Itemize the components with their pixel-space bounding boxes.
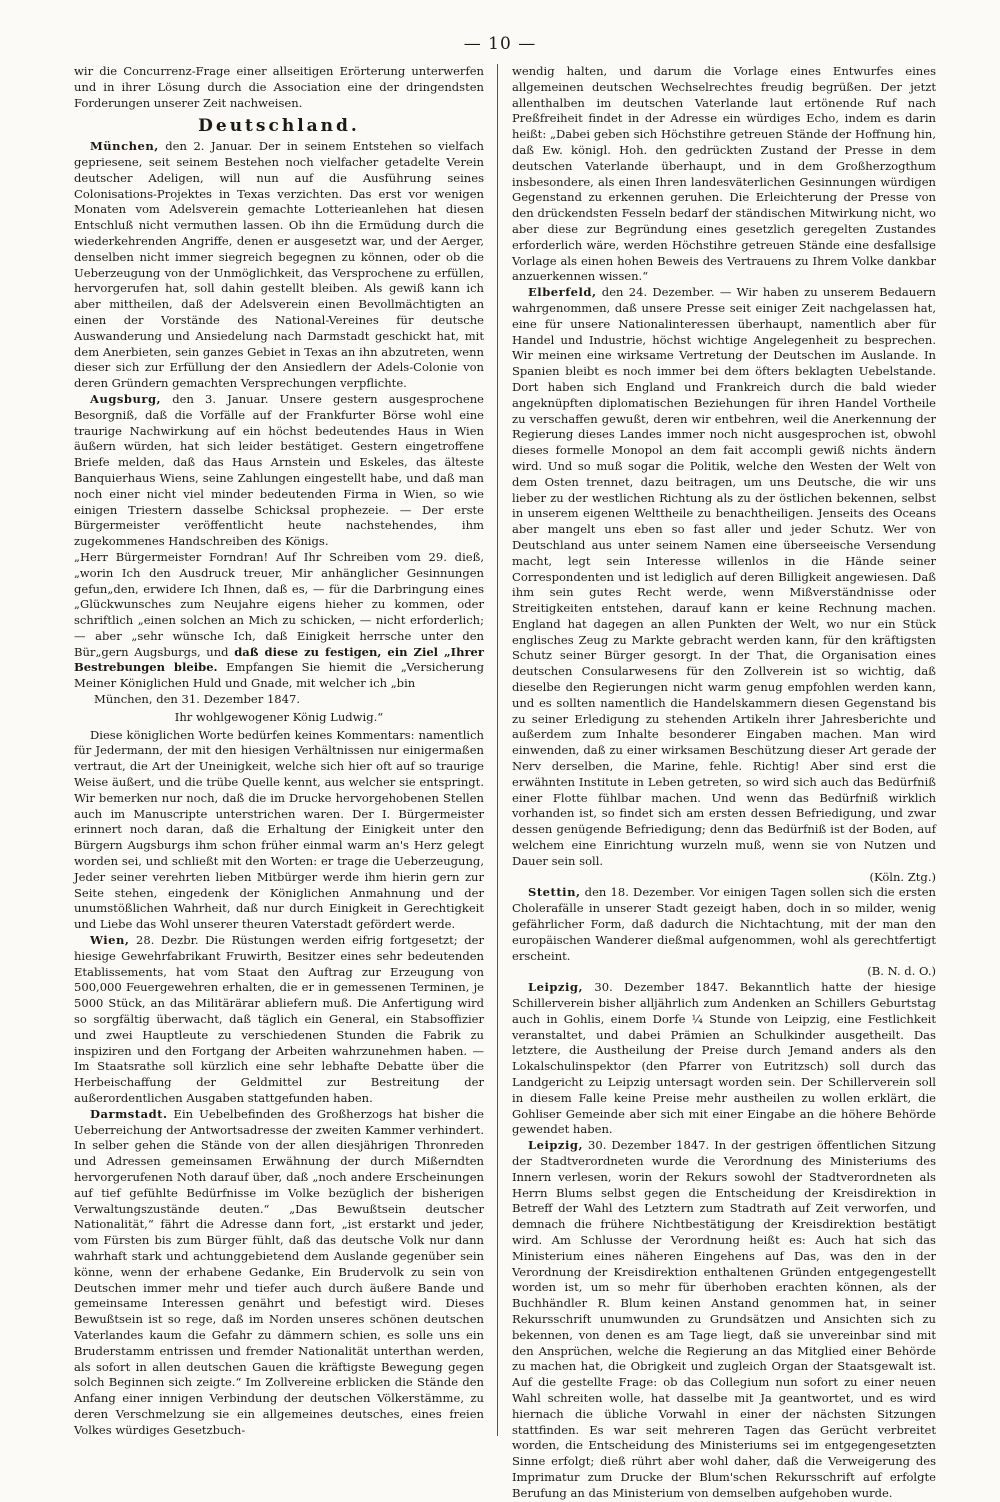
article-stettin — [512, 885, 936, 964]
article-text: 28. Dezbr. Die Rüstungen werden eifrig fortgesetzt; der hiesige Gewehrfabrikant Fruwirth, Besitzer eines sehr bedeutenden Etablissements, hat vom Staat den Auftrag zur Erzeugung von 500,000 Feuergewehren erhalten, die er in gemessenen Terminen, je 5000 Stück, an das Militärärar abliefern muß. Die Anfertigung wird so sorgfältig überwacht, daß täglich ein General, ein Stabsoffizier und zwei Hauptleute zu verschiedenen Stunden die Fabrik zu inspiziren und den Fortgang der Arbeiten wahrzunehmen haben. — Im Staatsrathe soll kürzlich eine sehr lebhafte Debatte über die Herbeischaffung der Geldmittel zur Bestreitung der außerordentlichen Ausgaben stattgefunden haben. — [74, 933, 484, 1105]
letter-date: München, den 31. Dezember 1847. — [94, 692, 301, 707]
continuation-paragraph: wendig halten, und darum die Vorlage eines Entwurfes eines allgemeinen deutschen Wechselrechtes freudig begrüßen. Der jetzt allenthalben im deutschen Vaterlande laut ertönende Ruf nach Preßfreiheit findet in der Adresse ein würdiges Echo, indem es darin heißt: „Dabei geben sich Höchstihre getreuen Stände der Hoffnung hin, daß Ew. königl. Hoh. den gedrückten Zustand der Presse in dem deutschen Vaterlande überhaupt, und in dem Großherzogthum insbesondere, als einen Ihren landesväterlichen Gesinnungen würdigen Gegenstand zu erkennen geruhen. Die Erleichterung der Presse von den drückendsten Fesseln bedarf der ständischen Mitwirkung nicht, wo aber diese zur Begründung eines gesetzlich geregelten Zustandes erforderlich wäre, werden Höchstihre getreuen Stände eine desfallsige Vorlage als einen hohen Beweis des Vertrauens zu Ihrem Volke dankbar anzuerkennen wissen.“ — [512, 64, 936, 284]
dateline-place: Augsburg, — [90, 391, 162, 406]
dateline-place: Wien, — [90, 933, 130, 948]
intro-paragraph: wir die Concurrenz-Frage einer allseitigen Erörterung unterwerfen und in ihrer Lösung durch die Association eine der dringendsten Forderungen unserer Zeit nachweisen. — [74, 64, 484, 110]
dateline-place: Leipzig, — [528, 1138, 583, 1153]
page-number: — 10 — — [463, 34, 537, 54]
article-leipzig-schillerverein — [512, 980, 936, 1138]
letter-text: Empfangen Sie hiemit die „Versicherung Meiner Königlichen Huld und Gnade, mit welcher ich „bin — [74, 660, 484, 691]
royal-letter — [74, 550, 484, 692]
dateline-place: Elberfeld, — [528, 285, 597, 300]
letter-emphasis: daß diese zu festigen, ein Ziel „Ihrer Bestrebungen bleibe. — [74, 644, 484, 675]
article-text: 30. Dezember 1847. Bekanntlich hatte der hiesige Schillerverein bisher alljährlich zum Andenken an Schillers Geburtstag auch in Gohlis, einem Dorfe ¼ Stunde von Leipzig, eine Festlichkeit veranstaltet, und dabei Prämien an Schulkinder ausgetheilt. Das letztere, die Austheilung der Preise durch Jemand anders als den Lokalschulinspektor (den Pfarrer von Eutritzsch) soll durch das Landgericht zu Leipzig untersagt worden sein. Der Schillerverein soll in diesem Falle keine Preise mehr austheilen zu wollen erklärt, die Gohliser Gemeinde aber sich mit einer Eingabe an die höhere Behörde gewendet haben. — [512, 980, 936, 1137]
article-muenchen — [74, 139, 484, 392]
article-leipzig-stadtverordnete — [512, 1138, 936, 1501]
letter-commentary: Diese königlichen Worte bedürfen keines Kommentars: namentlich für Jedermann, der mit den hiesigen Verhältnissen nur einigermaßen vertraut, die Art der Uneinigkeit, welche sich hier oft auf so traurige Weise äußert, und die trübe Quelle kennt, aus welcher sie entspringt. Wir bemerken nur noch, daß die im Drucke hervorgehobenen Stellen auch im Manuscripte unterstrichen waren. Der I. Bürgermeister erinnert noch daran, daß die Erhaltung der Einigkeit unter den Bürgern Augsburgs ihm schon früher einmal warm an's Herz gelegt worden sei, und schließt mit den Worten: er trage die Ueberzeugung, Jeder seiner verehrten lieben Mitbürger werde ihm hierin gern zur Seite stehen, eingedenk der Königlichen Anmahnung und der unumstößlichen Wahrheit, daß nur durch Einigkeit in Gerechtigkeit und Liebe das Wohl unserer theuren Vaterstadt gefördert werde. — [74, 727, 484, 932]
article-darmstadt — [74, 1107, 484, 1439]
section-title: Deutschland. — [198, 116, 360, 137]
dateline-place: München, — [90, 139, 159, 154]
source-citation: (Köln. Ztg.) — [869, 869, 936, 884]
article-wien — [74, 933, 484, 1107]
dateline-place: Darmstadt. — [90, 1106, 168, 1121]
column-divider — [497, 64, 498, 1436]
right-column — [512, 64, 936, 1500]
article-text: den 3. Januar. Unsere gestern ausgesprochene Besorgniß, daß die Vorfälle auf der Frankfurter Börse wohl eine traurige Nachwirkung auf ein höchst bedeutendes Haus in Wien äußern würden, hat sich leider bestätiget. Gestern eingetroffene Briefe melden, daß das Haus Arnstein und Eskeles, das älteste Banquierhaus Wiens, seine Zahlungen eingestellt habe, und daß man noch einer nicht viel minder bedeutenden Firma in Wien, so wie einigen Triestern dasselbe Schicksal prophezeie. — Der erste Bürgermeister veröffentlicht heute nachstehendes, ihm zugekommenes Handschreiben des Königs. — [74, 391, 484, 549]
article-elberfeld — [512, 285, 936, 869]
dateline-place: Stettin, — [528, 885, 581, 900]
article-augsburg — [74, 392, 484, 550]
source-citation: (B. N. d. O.) — [867, 964, 936, 979]
article-text: den 2. Januar. Der in seinem Entstehen so vielfach gepriesene, seit seinem Bestehen noch vielfacher getadelte Verein deutscher Adeligen, will nun auf die Ausführung seines Colonisations-Projektes in Texas verzichten. Das erst vor wenigen Monaten vom Adelsverein gemachte Lotterieanlehen hat diesen Entschluß nicht vermuthen lassen. Ob ihn die Ermüdung durch die wiederkehrenden Angriffe, denen er ausgesetzt war, und der Aerger, denselben nicht immer siegreich begegnen zu können, oder ob die Ueberzeugung von der Unmöglichkeit, das Versprochene zu erfüllen, hervorgerufen hat, soll dahin gestellt bleiben. Als gewiß kann ich aber mittheilen, daß der Adelsverein einen Bevollmächtigten an einen der Vorstände des National-Vereines für deutsche Auswanderung und Ansiedelung nach Darmstadt geschickt hat, mit dem Anerbieten, sein ganzes Gebiet in Texas an ihn abzutreten, wenn dieser sich zur Erfüllung der den Ansiedlern der Adels-Colonie von deren Gründern gemachten Versprechungen verpflichte. — [74, 139, 484, 391]
letter-text: „Herr Bürgermeister Forndran! Auf Ihr Schreiben vom 29. dieß, „worin Ich den Ausdruck treuer, Mir anhänglicher Gesinnungen gefun„den, erwidere Ich Ihnen, daß es, — für die Darbringung eines „Glückwunsches zum Neujahre eigens hieher zu kommen, oder schriftlich „einen solchen an Mich zu schicken, — nicht erforderlich; — aber „sehr wünsche Ich, daß Einigkeit herrsche unter den Bür„gern Augsburgs, und — [74, 549, 484, 659]
article-text: den 18. Dezember. Vor einigen Tagen sollen sich die ersten Cholerafälle in unserer Stadt gezeigt haben, doch in so milder, wenig gefährlicher Form, daß dadurch die Nichtachtung, mit der man den europäischen Wanderer dießmal aufgenommen, wohl als gerechtfertigt erscheint. — [512, 885, 936, 963]
left-column — [74, 64, 484, 1436]
letter-signature: Ihr wohlgewogener König Ludwig.“ — [174, 709, 384, 724]
article-text: Ein Uebelbefinden des Großherzogs hat bisher die Ueberreichung der Antwortsadresse der zweiten Kammer verhindert. In selber gehen die Stände von der allen diesjährigen Thronreden und Adressen gemeinsamen Erwähnung der durch Mißerndten hervorgerufenen Noth darauf über, daß „noch andere Erscheinungen auf tief gefühlte Bedürfnisse im Volke bezüglich der bisherigen Verwaltungszustände deuten.“ „Das Bewußtsein deutscher Nationalität,“ fährt die Adresse dann fort, „ist erstarkt und jeder, vom Fürsten bis zum Bürger fühlt, daß das deutsche Volk nur dann wahrhaft stark und achtunggebietend dem Auslande gegenüber sein könne, wenn der erhabene Gedanke, Ein Brudervolk zu sein von Deutschen immer mehr und tiefer auch durch äußere Bande und gemeinsame Interessen genährt und befestigt wird. Dieses Bewußtsein ist so rege, daß im Norden unseres schönen deutschen Vaterlandes kaum die Gefahr zu dämmern schien, es solle uns ein Bruderstamm entrissen und fremder Nationalität unterthan werden, als sofort in allen deutschen Gauen die kräftigste Bewegung gegen solch Beginnen sich zeigte.“ Im Zollvereine erblicken die Stände den Anfang einer innigen Verbindung der deutschen Völkerstämme, zu deren Verschmelzung sie ein allgemeines deutsches, eines freien Volkes würdiges Gesetzbuch- — [74, 1106, 484, 1437]
article-text: 30. Dezember 1847. In der gestrigen öffentlichen Sitzung der Stadtverordneten wurde die Verordnung des Ministeriums des Innern verlesen, worin der Rekurs sowohl der Stadtverordneten als Herrn Blums selbst gegen die Entscheidung der Kreisdirektion in Betreff der Wahl des Letztern zum Stadtrath auf Zeit verworfen, und demnach die frühere Nichtbestätigung der Kreisdirektion bestätigt wird. Am Schlusse der Verordnung heißt es: Auch hat sich das Ministerium eines näheren Eingehens auf Das, was den in der Verordnung der Kreisdirektion enthaltenen Gründen entgegengestellt worden ist, um so mehr für überhoben erachten können, als der Buchhändler R. Blum keinen Anstand genommen hat, in seiner Rekursschrift unumwunden zu Grundsätzen und Ansichten sich zu bekennen, von denen es am Tage liegt, daß sie unvereinbar sind mit den Ansprüchen, welche die Regierung an das Mitglied einer Behörde zu machen hat, die Obrigkeit und zugleich Organ der Staatsgewalt ist. Auf die gestellte Frage: ob das Collegium nun sofort zu einer neuen Wahl schreiten wolle, hat dasselbe mit Ja geantwortet, und es wird hiernach die übliche Vorwahl in einer der nächsten Sitzungen stattfinden. Es war seit mehreren Tagen das Gerücht verbreitet worden, die Entscheidung des Ministeriums sei im entgegengesetzten Sinne erfolgt; dieß rührt aber wohl daher, daß die Verweigerung des Imprimatur zum Drucke der Blum'schen Rekursschrift auf erfolgte Berufung an das Ministerium von demselben aufgehoben wurde. — [512, 1138, 936, 1500]
article-text: den 24. Dezember. — Wir haben zu unserem Bedauern wahrgenommen, daß unsere Presse seit einiger Zeit nachgelassen hat, eine für unsere Nationalinteressen überhaupt, namentlich aber für Handel und Industrie, höchst wichtige Angelegenheit zu besprechen. Wir meinen eine wirksame Vertretung der Deutschen im Auslande. In Spanien bleibt es noch immer bei dem öfters beklagten Uebelstande. Dort haben sich England und Frankreich durch die bald wieder angeknüpften diplomatischen Beziehungen für ihren Handel Vortheile zu verschaffen gewußt, deren wir entbehren, weil die Anerkennung der Regierung dieses Landes immer noch nicht ausgesprochen ist, obwohl dieses formelle Monopol an dem fait accompli gewiß nichts ändern wird. Und so muß sogar die Politik, welche den Westen der Welt von dem Osten trennet, dazu beitragen, um uns Deutsche, die wir uns lieber zu der westlichen Richtung als zu der östlichen bekennen, selbst in unserem eigenen Welttheile zu benachtheiligen. Jenseits des Oceans aber mangelt uns eben so fast aller und jeder Schutz. Wer von Deutschland aus unter seinem Namen eine überseeische Versendung macht, legt sein Interesse willenlos in die Hände seiner Correspondenten und ist lediglich auf deren Billigkeit angewiesen. Daß ihm sein gutes Recht werde, wenn Mißverständnisse oder Streitigkeiten entstehen, darauf kann er keine Rechnung machen. England hat dagegen an allen Punkten der Welt, wo nur ein Stück englisches Zeug zu Markte gebracht werden kann, für den kräftigsten Schutz seiner Bürger gesorgt. In der That, die Organisation eines deutschen Consularwesens für den Zollverein ist so wichtig, daß dieselbe den Regierungen nicht warm genug empfohlen werden kann, und es sollten namentlich die Handelskammern diesen Gegenstand bis zu seiner Erledigung zu stehenden Artikeln ihrer Jahresberichte und außerdem zum Inhalte besonderer Eingaben machen. Man wird einwenden, daß zu einer wirksamen Beschützung dieser Art gerade der Nerv derselben, die Marine, fehle. Richtig! Aber sind erst die erwähnten Institute in Leben getreten, so wird sich auch das Bedürfniß einer Flotte fühlbar machen. Und wenn das Bedürfniß wirklich vorhanden ist, so findet sich am ersten dessen Befriedigung, und zwar dessen genügende Befriedigung; denn das Bedürfniß ist der Boden, auf welchem eine Einrichtung wurzeln muß, wenn sie von Nutzen und Dauer sein soll. — [512, 285, 936, 868]
dateline-place: Leipzig, — [528, 980, 583, 995]
